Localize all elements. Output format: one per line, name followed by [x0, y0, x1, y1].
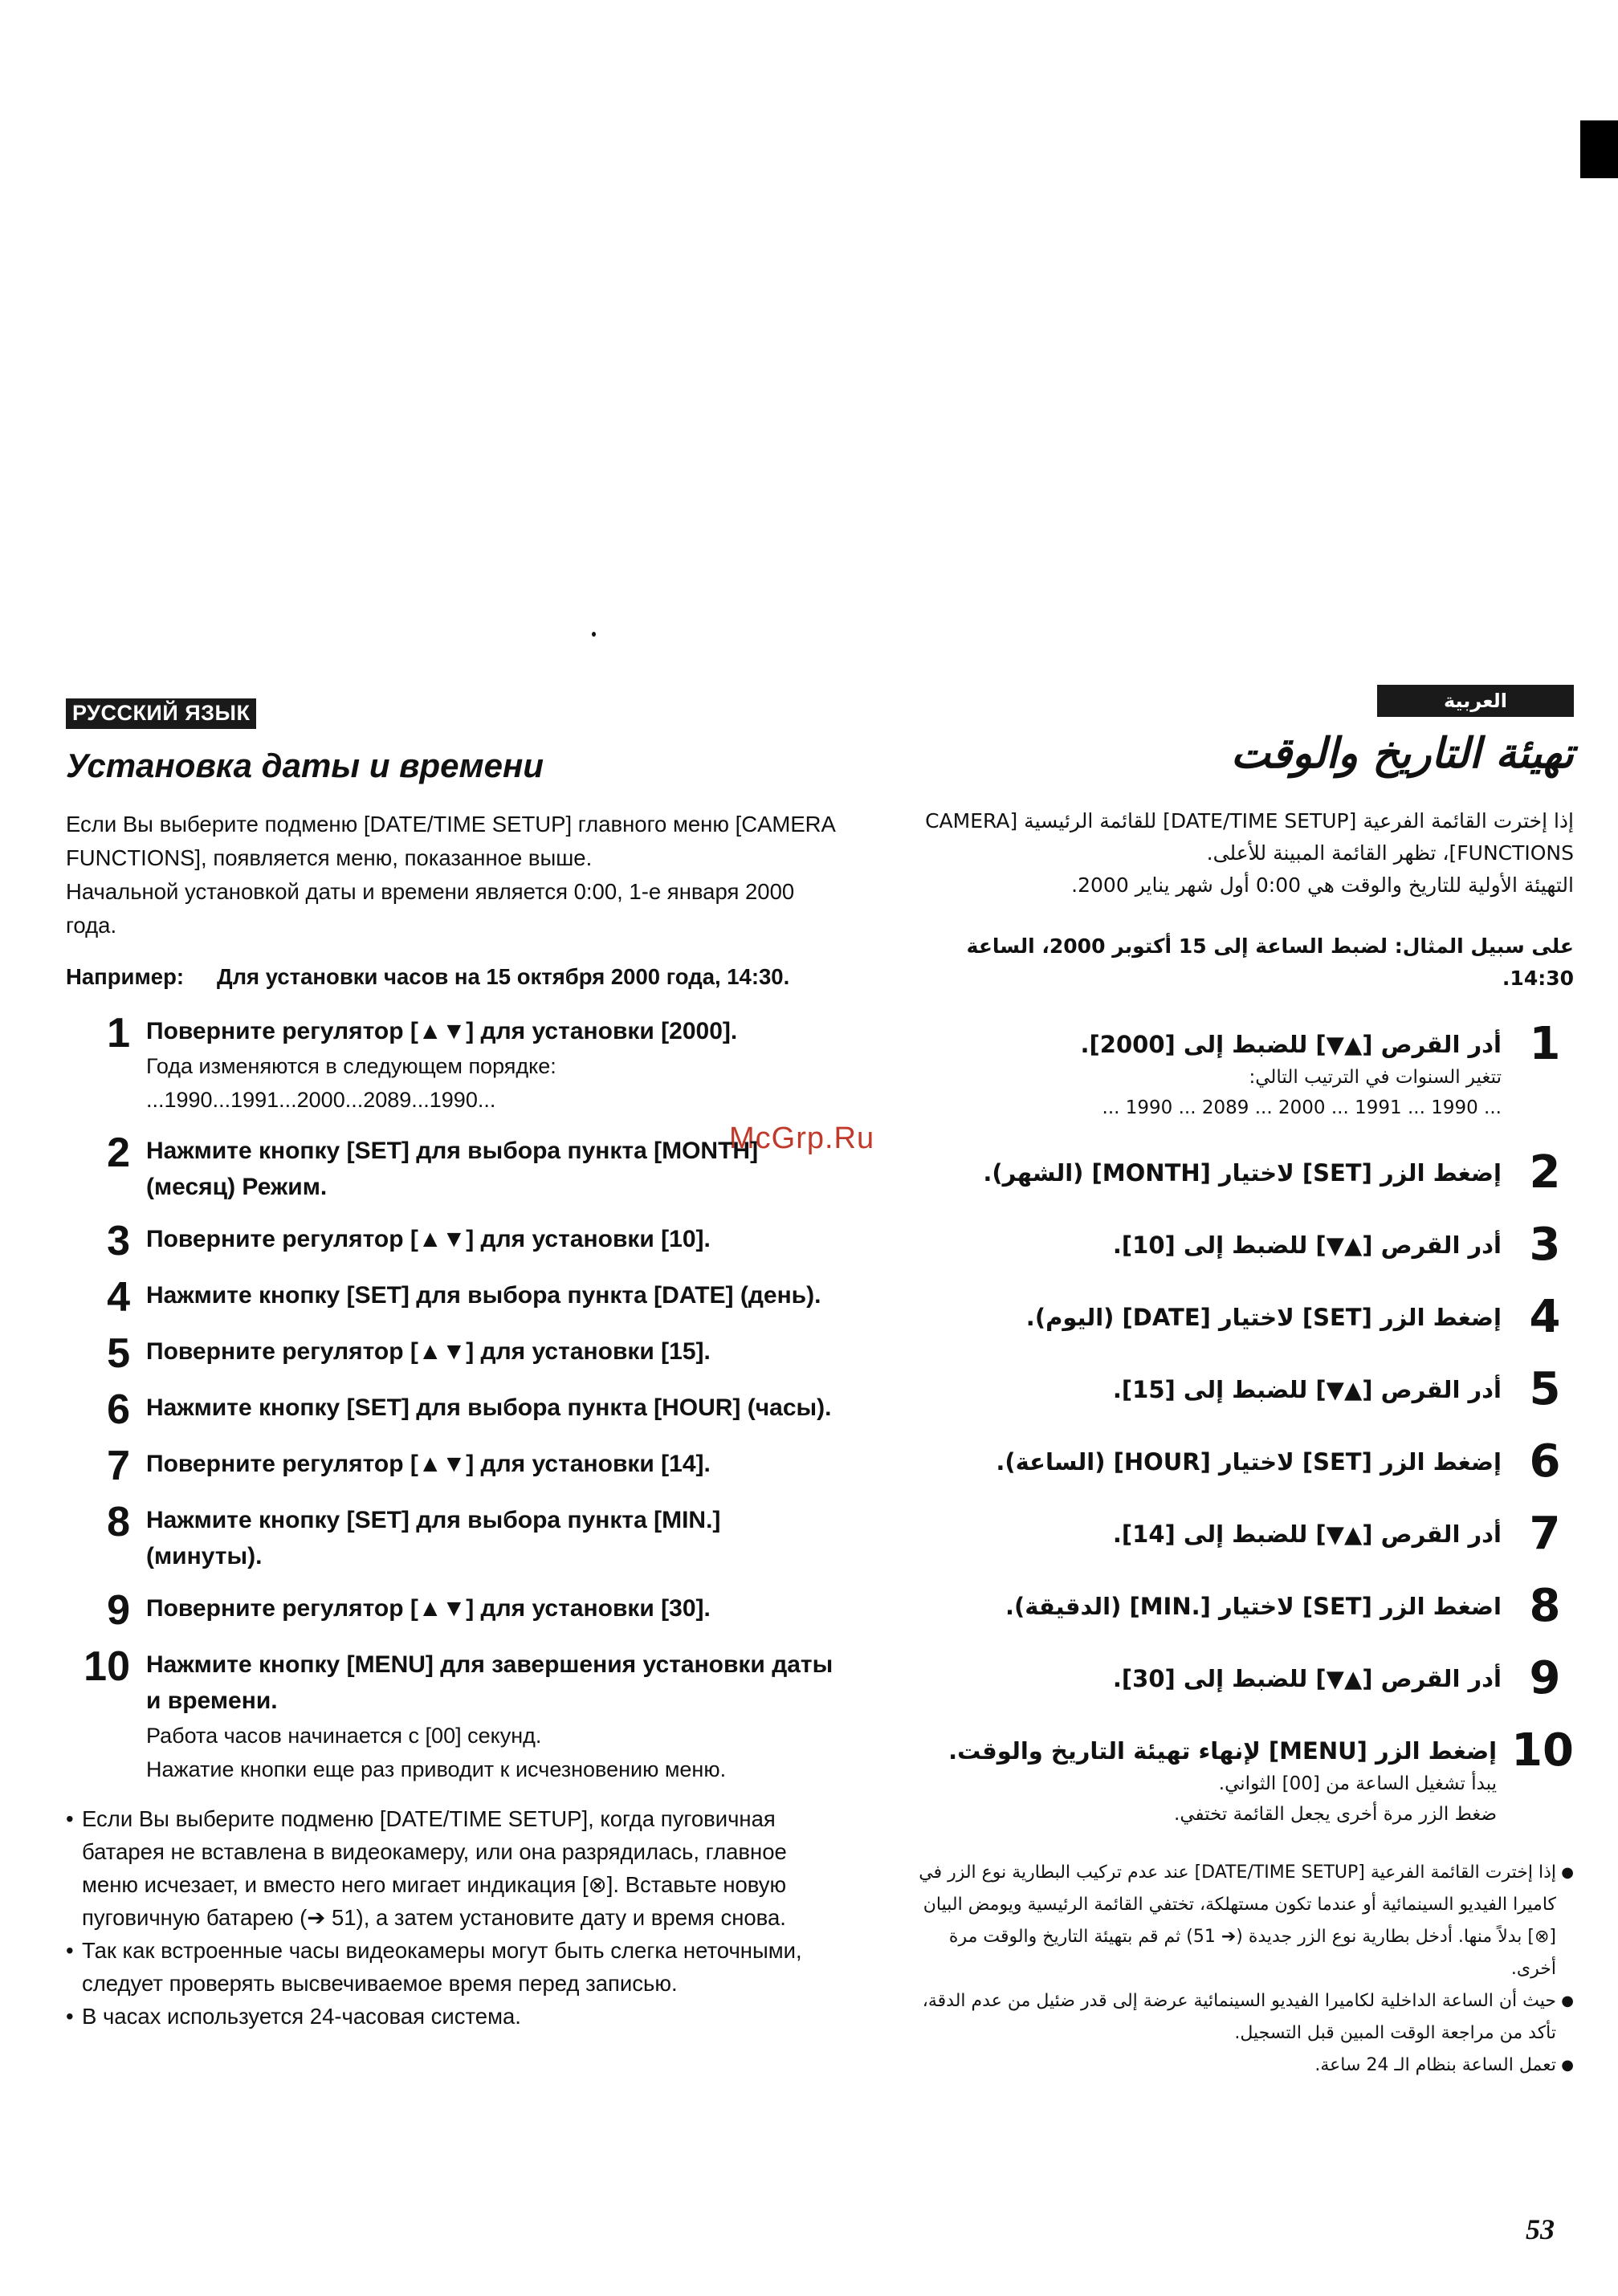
step-instruction: Поверните регулятор [▲▼] для установки [10].: [146, 1226, 711, 1252]
step-body: [915, 1367, 1516, 1412]
step-number: 4: [107, 1274, 130, 1321]
step-number: 9: [107, 1587, 130, 1634]
arabic-step: [915, 1580, 1574, 1632]
russian-example-text: Для установки часов на 15 октября 2000 года, 14:30.: [217, 964, 790, 989]
step-body: [146, 1647, 837, 1786]
step-note: Года изменяются в следующем порядке:: [146, 1054, 556, 1078]
stray-dot: [592, 632, 596, 637]
arabic-step: [915, 1018, 1574, 1123]
note-item: • В часах используется 24-часовая система.: [66, 2000, 837, 2033]
step-number: 8: [1529, 1580, 1561, 1632]
step-instruction: أدر القرص [▲▼] للضبط إلى [2000].: [1080, 1031, 1502, 1058]
step-instruction: أدر القرص [▲▼] للضبط إلى [15].: [1112, 1376, 1502, 1403]
step-instruction: إضغط الزر [SET] لاختيار [MONTH] (الشهر).: [983, 1159, 1502, 1187]
step-note: ضغط الزر مرة أخرى يجعل القائمة تختفي.: [1174, 1804, 1498, 1825]
step-body: [915, 1295, 1516, 1340]
russian-language-label: РУССКИЙ ЯЗЫК: [66, 698, 256, 729]
russian-notes: [66, 1802, 837, 2033]
step-body: [146, 1446, 837, 1486]
step-instruction: Нажмите кнопку [MENU] для завершения установки даты и времени.: [146, 1651, 833, 1714]
arabic-steps: [915, 1018, 1574, 1830]
note-item: • Если Вы выберите подменю [DATE/TIME SETUP], когда пуговичная батарея не вставлена в видеокамеру, или она разрядилась, главное меню исчезает, и вместо него мигает индикация [⊗]. Вставьте новую пуговичную батарею (➔ 51), а затем установите дату и время снова.: [66, 1802, 837, 1934]
step-body: [146, 1333, 837, 1374]
arabic-step: [915, 1435, 1574, 1488]
step-instruction: Нажмите кнопку [SET] для выбора пункта [HOUR] (часы).: [146, 1394, 832, 1421]
arabic-title: تهيئة التاريخ والوقت: [1230, 730, 1574, 778]
step-body: [915, 1656, 1516, 1701]
note-item: ● إذا إخترت القائمة الفرعية [DATE/TIME SETUP] عند عدم تركيب البطارية نوع الزر في كاميرا الفيديو السينمائية أو عندما تكون مستهلكة، تختفي القائمة الرئيسية ويومض البيان [⊗] بدلاً منها. أدخل بطارية نوع الزر جديدة (➔ 51) ثم قم بتهيئة التاريخ والوقت مرة أخرى.: [915, 1857, 1574, 1985]
russian-step: [66, 1386, 837, 1433]
note-item: ● تعمل الساعة بنظام الـ 24 ساعة.: [915, 2050, 1574, 2082]
russian-step: [66, 1330, 837, 1377]
step-number: 6: [1529, 1435, 1561, 1488]
russian-steps: [66, 1010, 837, 1786]
step-number: 4: [1529, 1291, 1561, 1343]
russian-step: [66, 1274, 837, 1321]
step-number: 2: [1529, 1146, 1561, 1199]
arabic-step: [915, 1146, 1574, 1199]
arabic-step: [915, 1291, 1574, 1343]
step-note: ... 1990 ... 1991 ... 2000 ... 2089 ... 1990 ...: [1102, 1097, 1502, 1118]
arabic-example: على سبيل المثال: لضبط الساعة إلى 15 أكتوبر 2000، الساعة 14:30.: [966, 934, 1574, 990]
step-instruction: أدر القرص [▲▼] للضبط إلى [14].: [1112, 1520, 1502, 1548]
arabic-step: [915, 1508, 1574, 1560]
russian-intro-paragraph: Начальной установкой даты и времени является 0:00, 1-е января 2000 года.: [66, 879, 795, 938]
russian-step: [66, 1218, 837, 1264]
step-instruction: Поверните регулятор [▲▼] для установки [14].: [146, 1451, 711, 1477]
russian-step: [66, 1643, 837, 1786]
step-note: Нажатие кнопки еще раз приводит к исчезновению меню.: [146, 1757, 727, 1781]
step-number: 9: [1529, 1652, 1561, 1704]
arabic-intro-paragraph: إذا إخترت القائمة الفرعية [DATE/TIME SETUP] للقائمة الرئيسية [CAMERA FUNCTIONS]، تظهر القائمة المبينة للأعلى.: [925, 809, 1574, 865]
step-instruction: اضغط الزر [SET] لاختيار [.MIN] (الدقيقة).: [1005, 1593, 1502, 1620]
step-number: 8: [107, 1499, 130, 1545]
step-body: [915, 1022, 1516, 1123]
step-instruction: إضغط الزر [SET] لاختيار [HOUR] (الساعة).: [996, 1448, 1502, 1476]
note-item: • Так как встроенные часы видеокамеры могут быть слегка неточными, следует проверять высвечиваемое время перед записью.: [66, 1934, 837, 2000]
step-body: [915, 1512, 1516, 1557]
step-number: 2: [107, 1130, 130, 1176]
arabic-notes: [915, 1857, 1574, 2082]
russian-example: [66, 960, 837, 994]
russian-intro-paragraph: Если Вы выберите подменю [DATE/TIME SETUP] главного меню [CAMERA FUNCTIONS], появляется меню, показанное выше.: [66, 812, 835, 870]
russian-step: [66, 1443, 837, 1489]
step-number: 1: [107, 1010, 130, 1056]
step-body: [915, 1728, 1511, 1830]
arabic-step: [915, 1724, 1574, 1830]
step-instruction: أدر القرص [▲▼] للضبط إلى [10].: [1112, 1231, 1502, 1259]
step-instruction: Поверните регулятор [▲▼] для установки [30].: [146, 1595, 711, 1622]
step-note: يبدأ تشغيل الساعة من [00] الثواني.: [1218, 1773, 1498, 1794]
step-body: [146, 1221, 837, 1261]
step-number: 1: [1529, 1018, 1561, 1070]
step-body: [146, 1590, 837, 1630]
step-body: [146, 1502, 837, 1574]
arabic-language-label: العربية: [1377, 685, 1574, 717]
step-note: ...1990...1991...2000...2089...1990...: [146, 1088, 496, 1112]
step-body: [146, 1277, 837, 1317]
step-instruction: أدر القرص [▲▼] للضبط إلى [30].: [1112, 1665, 1502, 1692]
step-number: 7: [107, 1443, 130, 1489]
step-body: [915, 1439, 1516, 1484]
step-number: 7: [1529, 1508, 1561, 1560]
step-number: 3: [107, 1218, 130, 1264]
step-number: 5: [1529, 1363, 1561, 1415]
step-body: [915, 1223, 1516, 1268]
page-number: 53: [1526, 2213, 1555, 2245]
russian-step: [66, 1499, 837, 1574]
step-number: 10: [84, 1643, 130, 1690]
step-instruction: Поверните регулятор [▲▼] для установки [2000].: [146, 1018, 738, 1044]
arabic-step: [915, 1652, 1574, 1704]
step-number: 3: [1529, 1219, 1561, 1271]
page-edge-tab-marker: [1580, 120, 1618, 178]
step-body: [146, 1013, 837, 1117]
step-note: تتغير السنوات في الترتيب التالي:: [1249, 1067, 1502, 1088]
arabic-section: [915, 685, 1574, 2082]
russian-step: [66, 1587, 837, 1634]
arabic-step: [915, 1219, 1574, 1271]
step-number: 10: [1511, 1724, 1574, 1777]
step-body: [146, 1133, 837, 1205]
step-instruction: إضغط الزر [SET] لاختيار [DATE] (اليوم).: [1025, 1304, 1502, 1331]
step-instruction: Нажмите кнопку [SET] для выбора пункта [DATE] (день).: [146, 1282, 821, 1309]
russian-section: [66, 698, 837, 2033]
step-instruction: Поверните регулятор [▲▼] для установки [15].: [146, 1338, 711, 1365]
step-number: 5: [107, 1330, 130, 1377]
russian-example-label: Например:: [66, 964, 185, 989]
step-note: Работа часов начинается с [00] секунд.: [146, 1724, 542, 1748]
arabic-step: [915, 1363, 1574, 1415]
step-instruction: إضغط الزر [MENU] لإنهاء تهيئة التاريخ والوقت.: [948, 1737, 1498, 1765]
step-instruction: Нажмите кнопку [SET] для выбора пункта [MONTH] (месяц) Режим.: [146, 1138, 759, 1200]
step-body: [915, 1150, 1516, 1195]
russian-title: Установка даты и времени: [66, 747, 544, 784]
arabic-intro-paragraph: التهيئة الأولية للتاريخ والوقت هي 0:00 أول شهر يناير 2000.: [1071, 873, 1574, 897]
step-body: [146, 1390, 837, 1430]
watermark: McGrp.Ru: [729, 1122, 875, 1155]
step-number: 6: [107, 1386, 130, 1433]
russian-step: [66, 1010, 837, 1117]
step-body: [915, 1584, 1516, 1629]
note-item: ● حيث أن الساعة الداخلية لكاميرا الفيديو السينمائية عرضة إلى قدر ضئيل من عدم الدقة، تأكد من مراجعة الوقت المبين قبل التسجيل.: [915, 1985, 1574, 2050]
step-instruction: Нажмите кнопку [SET] для выбора пункта [MIN.] (минуты).: [146, 1507, 721, 1569]
